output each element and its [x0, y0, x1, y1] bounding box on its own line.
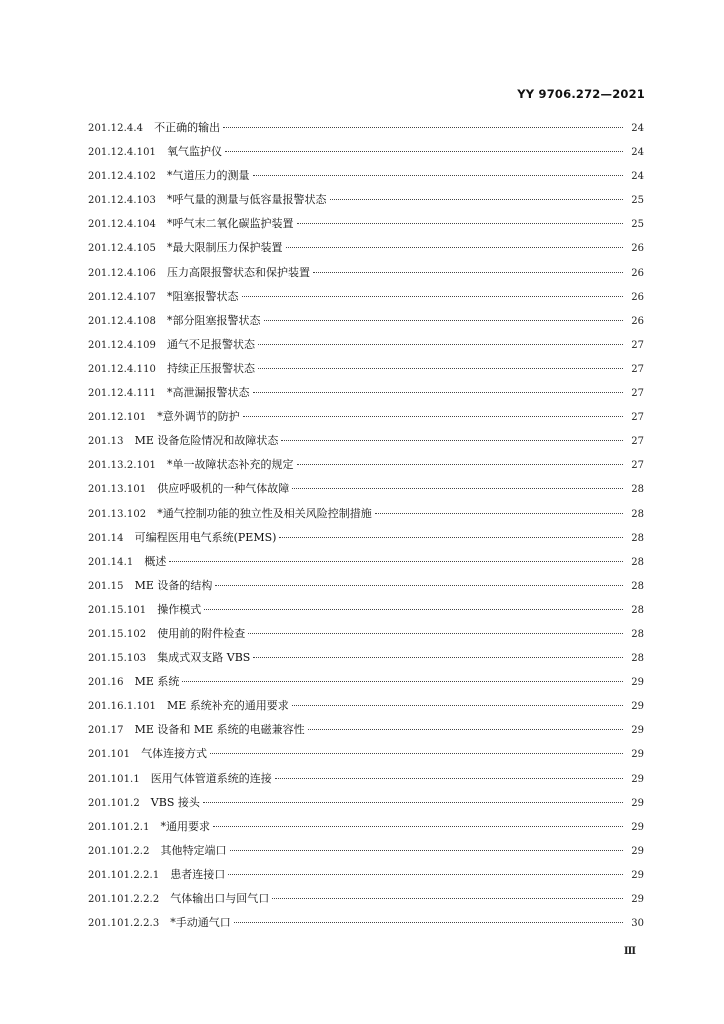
toc-entry-number: 201.101.2.2.3: [88, 918, 160, 930]
toc-entry[interactable]: [88, 383, 644, 407]
toc-entry-page: 27: [631, 460, 644, 472]
toc-entry-title: *阻塞报警状态: [167, 289, 239, 303]
toc-entry[interactable]: [88, 865, 644, 889]
toc-entry-page: 24: [631, 171, 644, 183]
toc-entry-page: 29: [631, 725, 644, 737]
toc-entry-number: 201.13.2.101: [88, 460, 156, 472]
toc-entry[interactable]: [88, 479, 644, 503]
toc-entry-page: 28: [631, 532, 644, 544]
toc-entry-number: 201.101.2.2.1: [88, 869, 160, 881]
toc-entry-title: 使用前的附件检查: [157, 626, 246, 640]
toc-entry-title: *气道压力的测量: [167, 169, 250, 183]
toc-entry-title: ME 设备和 ME 系统的电磁兼容性: [134, 723, 305, 737]
toc-dot-leader: [253, 657, 623, 658]
toc-dot-leader: [204, 609, 623, 610]
toc-entry[interactable]: [88, 142, 644, 166]
toc-dot-leader: [210, 753, 623, 754]
toc-entry-number: 201.17: [88, 725, 124, 737]
toc-dot-leader: [253, 392, 624, 393]
toc-entry-number: 201.101.1: [88, 773, 140, 785]
toc-entry-page: 26: [631, 315, 644, 327]
toc-dot-leader: [292, 488, 623, 489]
toc-entry-title: VBS 接头: [150, 795, 200, 809]
toc-entry[interactable]: [88, 648, 644, 672]
toc-entry-page: 26: [631, 243, 644, 255]
toc-entry-number: 201.12.4.102: [88, 171, 156, 183]
page-number: Ⅲ: [623, 946, 636, 957]
toc-entry[interactable]: [88, 552, 644, 576]
toc-entry[interactable]: [88, 455, 644, 479]
document-code: YY 9706.272—2021: [517, 87, 645, 101]
toc-entry-number: 201.101.2.2.2: [88, 894, 160, 905]
toc-entry[interactable]: [88, 913, 644, 937]
toc-entry[interactable]: [88, 166, 644, 190]
toc-entry-number: 201.12.4.110: [88, 363, 156, 375]
toc-dot-leader: [292, 705, 623, 706]
toc-entry-number: 201.12.4.111: [88, 388, 156, 400]
toc-entry-title: 概述: [144, 554, 167, 568]
toc-entry-page: 28: [631, 604, 644, 616]
toc-entry-page: 27: [631, 412, 644, 424]
toc-entry-title: ME 设备的结构: [134, 578, 213, 592]
toc-entry[interactable]: [88, 600, 644, 624]
toc-dot-leader: [215, 585, 623, 586]
toc-entry-page: 28: [631, 556, 644, 568]
toc-dot-leader: [213, 826, 623, 827]
toc-entry-page: 27: [631, 436, 644, 448]
toc-entry-page: 25: [631, 195, 644, 207]
toc-entry-title: 操作模式: [157, 602, 202, 616]
toc-entry-title: 气体输出口与回气口: [170, 892, 270, 905]
toc-dot-leader: [169, 561, 623, 562]
toc-entry-title: 集成式双支路 VBS: [157, 651, 251, 665]
toc-entry[interactable]: [88, 311, 644, 335]
toc-entry[interactable]: [88, 696, 644, 720]
toc-entry[interactable]: [88, 889, 644, 913]
toc-entry-title: *通气控制功能的独立性及相关风险控制措施: [157, 506, 372, 520]
toc-entry-number: 201.12.4.104: [88, 219, 156, 231]
toc-entry[interactable]: [88, 769, 644, 793]
toc-entry-number: 201.16.1.101: [88, 701, 156, 713]
toc-dot-leader: [281, 440, 623, 441]
toc-dot-leader: [258, 368, 623, 369]
toc-entry-page: 29: [631, 894, 644, 905]
toc-entry-number: 201.13.101: [88, 484, 147, 496]
toc-entry-title: 可编程医用电气系统(PEMS): [134, 530, 277, 544]
toc-entry-page: 27: [631, 339, 644, 351]
toc-entry[interactable]: [88, 624, 644, 648]
toc-entry[interactable]: [88, 744, 644, 768]
toc-entry-page: 28: [631, 508, 644, 520]
toc-entry[interactable]: [88, 407, 644, 431]
toc-entry-page: 28: [631, 484, 644, 496]
toc-entry-title: ME 系统: [134, 675, 180, 689]
toc-dot-leader: [297, 464, 624, 465]
toc-entry-title: 压力高限报警状态和保护装置: [167, 265, 310, 279]
toc-dot-leader: [228, 874, 623, 875]
toc-entry-number: 201.12.4.108: [88, 315, 156, 327]
toc-entry-number: 201.12.4.109: [88, 339, 156, 351]
toc-entry-title: 患者连接口: [170, 867, 226, 881]
toc-entry-number: 201.12.101: [88, 412, 147, 424]
toc-entry-number: 201.101.2.1: [88, 821, 150, 833]
toc-dot-leader: [243, 416, 624, 417]
toc-entry-title: *手动通气口: [170, 916, 231, 930]
toc-entry-page: 25: [631, 219, 644, 231]
toc-dot-leader: [286, 247, 624, 248]
toc-entry-title: 医用气体管道系统的连接: [150, 771, 272, 785]
toc-entry-page: 27: [631, 363, 644, 375]
toc-dot-leader: [230, 850, 624, 851]
toc-entry-number: 201.12.4.105: [88, 243, 156, 255]
toc-entry[interactable]: [88, 528, 644, 552]
toc-entry-page: 29: [631, 773, 644, 785]
toc-entry-number: 201.15.103: [88, 653, 147, 665]
toc-entry-title: 其他特定端口: [160, 843, 227, 857]
toc-entry-page: 29: [631, 677, 644, 689]
toc-entry[interactable]: [88, 793, 644, 817]
toc-entry-page: 30: [631, 918, 644, 930]
toc-entry-title: *最大限制压力保护装置: [167, 241, 283, 255]
toc-entry-title: ME 系统补充的通用要求: [167, 699, 289, 713]
toc-entry[interactable]: [88, 359, 644, 383]
toc-entry-number: 201.14.1: [88, 556, 134, 568]
toc-entry-page: 26: [631, 267, 644, 279]
toc-entry[interactable]: [88, 672, 644, 696]
toc-entry-title: 供应呼吸机的一种气体故障: [157, 482, 290, 496]
toc-entry-page: 29: [631, 701, 644, 713]
toc-dot-leader: [242, 296, 624, 297]
toc-entry-number: 201.13: [88, 436, 124, 448]
toc-entry-page: 29: [631, 821, 644, 833]
toc-dot-leader: [279, 537, 623, 538]
toc-entry[interactable]: [88, 190, 644, 214]
toc-entry-page: 29: [631, 797, 644, 809]
toc-entry-title: *高泄漏报警状态: [167, 386, 250, 400]
toc-entry-page: 28: [631, 580, 644, 592]
toc-entry[interactable]: [88, 576, 644, 600]
toc-entry-page: 29: [631, 845, 644, 857]
toc-dot-leader: [253, 175, 624, 176]
toc-entry-number: 201.101.2: [88, 797, 140, 809]
toc-dot-leader: [182, 681, 623, 682]
toc-entry-title: 气体连接方式: [141, 747, 208, 761]
toc-entry-title: *呼气末二氧化碳监护装置: [167, 217, 294, 231]
toc-entry[interactable]: [88, 335, 644, 359]
toc-dot-leader: [225, 151, 623, 152]
toc-entry-number: 201.15: [88, 580, 124, 592]
toc-dot-leader: [264, 320, 624, 321]
toc-entry-page: 29: [631, 749, 644, 761]
toc-entry-page: 27: [631, 388, 644, 400]
toc-entry-number: 201.101: [88, 749, 131, 761]
toc-dot-leader: [272, 898, 623, 899]
toc-entry[interactable]: [88, 720, 644, 744]
toc-entry[interactable]: [88, 214, 644, 238]
toc-entry-title: 持续正压报警状态: [167, 361, 255, 375]
toc-entry-title: 通气不足报警状态: [167, 337, 255, 351]
toc-dot-leader: [223, 127, 623, 128]
toc-dot-leader: [234, 922, 623, 923]
toc-dot-leader: [258, 344, 623, 345]
toc-entry-title: *单一故障状态补充的规定: [167, 458, 294, 472]
toc-entry[interactable]: [88, 263, 644, 287]
toc-dot-leader: [248, 633, 623, 634]
toc-entry-number: 201.12.4.107: [88, 291, 156, 303]
toc-entry-number: 201.12.4.101: [88, 147, 156, 159]
toc-dot-leader: [308, 729, 624, 730]
toc-entry[interactable]: [88, 118, 644, 142]
toc-entry-number: 201.15.102: [88, 628, 147, 640]
toc-entry-number: 201.101.2.2: [88, 845, 150, 857]
toc-entry-number: 201.16: [88, 677, 124, 689]
toc-entry-page: 28: [631, 653, 644, 665]
toc-entry[interactable]: [88, 238, 644, 262]
toc-entry-title: *部分阻塞报警状态: [167, 313, 261, 327]
toc-entry-number: 201.14: [88, 532, 124, 544]
toc-entry-number: 201.12.4.106: [88, 267, 156, 279]
toc-entry-page: 29: [631, 869, 644, 881]
toc-entry[interactable]: [88, 817, 644, 841]
toc-entry-title: 不正确的输出: [154, 121, 221, 134]
toc-entry[interactable]: [88, 287, 644, 311]
toc-entry-number: 201.13.102: [88, 508, 147, 520]
toc-entry-number: 201.15.101: [88, 604, 147, 616]
toc-dot-leader: [313, 272, 623, 273]
toc-entry-number: 201.12.4.4: [88, 123, 144, 134]
toc-dot-leader: [297, 223, 624, 224]
toc-entry-title: ME 设备危险情况和故障状态: [134, 434, 279, 448]
toc-entry-title: *呼气量的测量与低容量报警状态: [167, 193, 327, 207]
toc-entry[interactable]: [88, 431, 644, 455]
toc-entry-title: *意外调节的防护: [157, 410, 240, 424]
toc-dot-leader: [203, 802, 623, 803]
toc-entry[interactable]: [88, 841, 644, 865]
toc-entry-title: *通用要求: [160, 819, 211, 833]
toc-dot-leader: [330, 199, 624, 200]
toc-entry-page: 26: [631, 291, 644, 303]
toc-dot-leader: [375, 513, 624, 514]
toc-entry-number: 201.12.4.103: [88, 195, 156, 207]
toc-entry-title: 氧气监护仪: [167, 145, 222, 159]
toc-entry[interactable]: [88, 504, 644, 528]
toc-entry-page: 28: [631, 628, 644, 640]
toc-dot-leader: [275, 778, 623, 779]
toc-entry-page: 24: [631, 147, 644, 159]
toc-entry-page: 24: [631, 123, 644, 134]
table-of-contents: [88, 118, 644, 937]
